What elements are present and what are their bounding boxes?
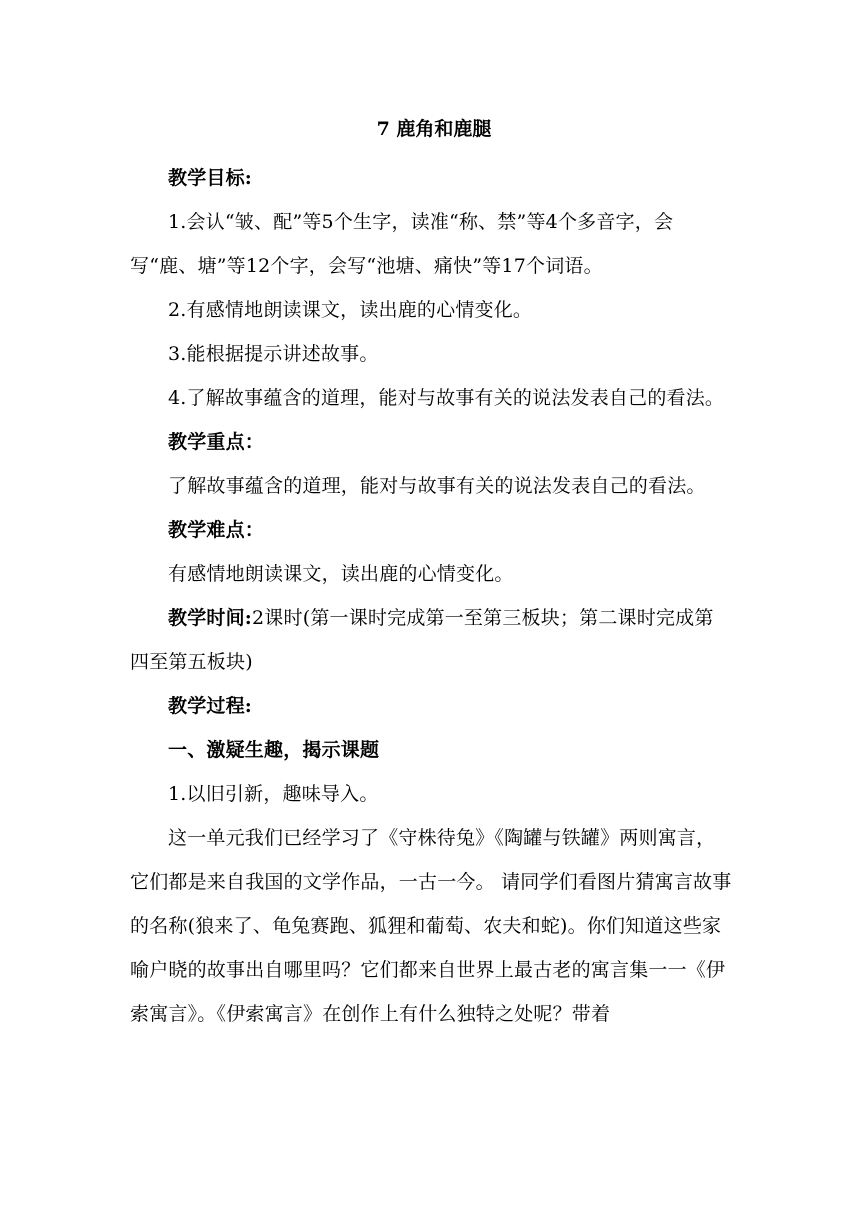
teaching-goals-heading: 教学目标: bbox=[168, 167, 253, 189]
goal-item: 4.了解故事蕴含的道理，能对与故事有关的说法发表自己的看法。 bbox=[168, 387, 725, 409]
section-item: 1.以旧引新，趣味导入。 bbox=[168, 783, 379, 805]
goal-item: 1.会认“皱、配”等5个生字，读准“称、禁”等4个多音字，会写“鹿、塘”等12个字，会写“池塘、痛快”等17个词语。 bbox=[130, 211, 674, 277]
teaching-time-heading: 教学时间: bbox=[168, 607, 253, 629]
key-points-heading: 教学重点： bbox=[168, 431, 265, 453]
goal-item: 3.能根据提示讲述故事。 bbox=[168, 343, 379, 365]
teaching-time bbox=[130, 596, 732, 684]
teaching-time-text: 2课时(第一课时完成第一至第三板块；第二课时完成第四至第五板块) bbox=[130, 607, 714, 673]
process-heading: 教学过程: bbox=[168, 695, 253, 717]
difficulties-heading: 教学难点： bbox=[168, 519, 265, 541]
key-points-text: 了解故事蕴含的道理，能对与故事有关的说法发表自己的看法。 bbox=[168, 475, 706, 497]
section-paragraph: 这一单元我们已经学习了《守株待兔》《陶罐与铁罐》两则寓言，它们都是来自我国的文学作品，一古一今。 请同学们看图片猜寓言故事的名称(狼来了、龟兔赛跑、狐狸和葡萄、农夫和蛇)。你们知道这些家喻户晓的故事出自哪里吗？它们都来自世界上最古老的寓言集一一《伊索寓言》。《伊索寓言》在创作上有什么独特之处呢？带着 bbox=[130, 827, 732, 1025]
goal-item: 2.有感情地朗读课文，读出鹿的心情变化。 bbox=[168, 299, 533, 321]
document-title: 7 鹿角和鹿腿 bbox=[376, 118, 492, 140]
section-heading: 一、激疑生趣，揭示课题 bbox=[168, 739, 380, 761]
difficulties-text: 有感情地朗读课文，读出鹿的心情变化。 bbox=[168, 563, 514, 585]
